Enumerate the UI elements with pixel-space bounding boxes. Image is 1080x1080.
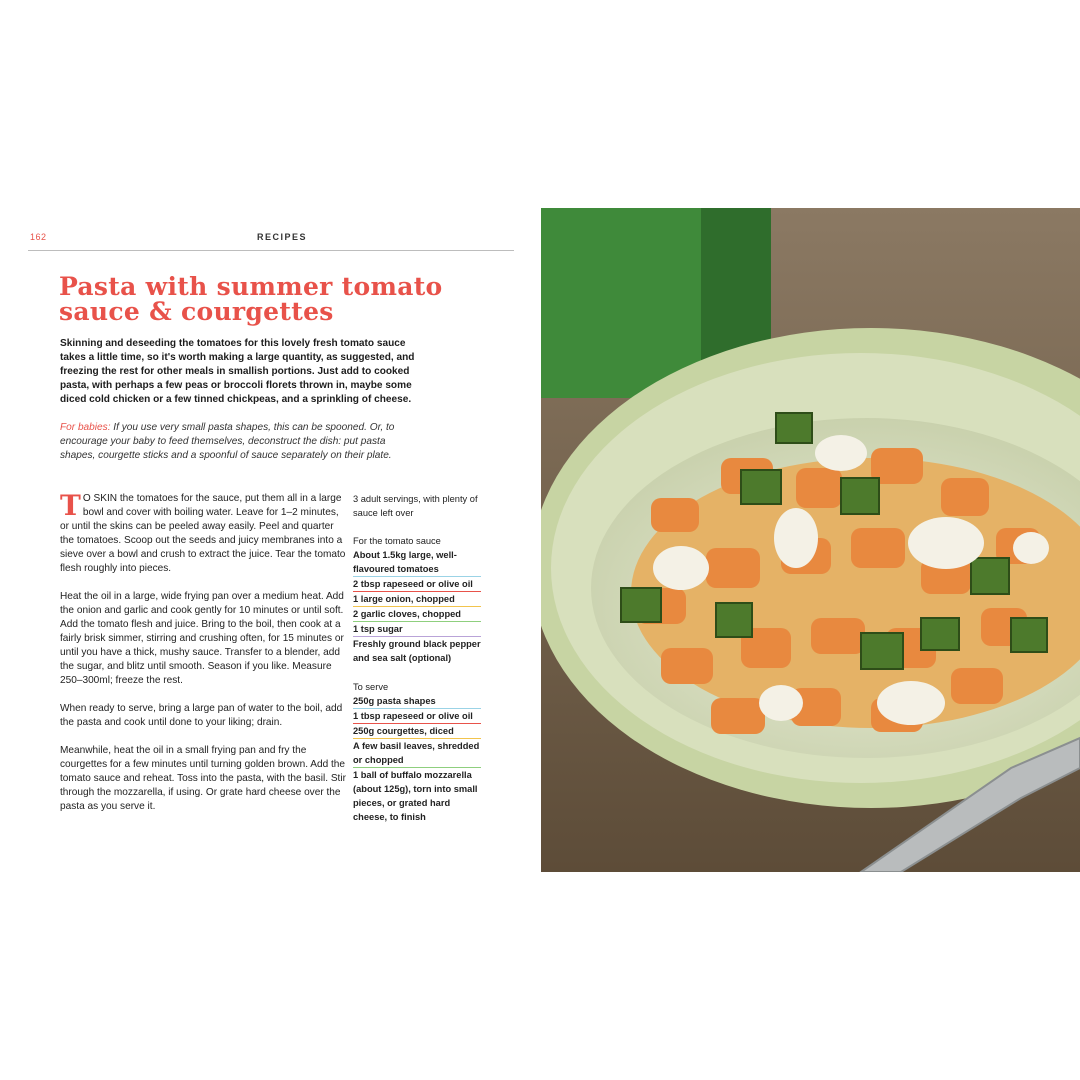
section-header: RECIPES <box>257 232 308 242</box>
ingredient-item: About 1.5kg large, well-flavoured tomatoes <box>353 548 481 577</box>
recipe-intro: Skinning and deseeding the tomatoes for this lovely fresh tomato sauce takes a little time, so it's worth making a large quantity, as suggested, and freezing the rest for other meals in smallish portions. Just add to cooked pasta, with perhaps a few peas or broccoli florets thrown in, maybe some diced cold chicken or a few tinned chickpeas, and a sprinkling of cheese. <box>60 338 415 406</box>
recipe-title-line1: Pasta with summer tomato <box>59 272 443 301</box>
ingredient-item: 250g courgettes, diced <box>353 724 481 739</box>
ingredients-column <box>353 492 481 825</box>
ingredient-item: 1 tsp sugar <box>353 622 481 637</box>
ingredient-item: 2 garlic cloves, chopped <box>353 607 481 622</box>
method-paragraph-2: Heat the oil in a large, wide frying pan over a medium heat. Add the onion and garlic and cook gently for 10 minutes or until soft. Add the tomato flesh and juice. Bring to the boil, then cook at a fairly brisk simmer, stirring and crushing often, for 15 minutes or until you have a thick, mushy sauce. Transfer to a blender, add the sugar, and blitz until smooth. Season if you like. Measure 250–300ml; freeze the rest. <box>60 591 344 686</box>
method-paragraph-3: When ready to serve, bring a large pan of water to the boil, add the pasta and cook until done to your liking; drain. <box>60 703 343 728</box>
method-column <box>60 489 346 828</box>
serve-heading: To serve <box>353 682 389 692</box>
sauce-heading: For the tomato sauce <box>353 536 441 546</box>
page-number: 162 <box>30 232 47 242</box>
ingredient-item: 1 large onion, chopped <box>353 592 481 607</box>
servings: 3 adult servings, with plenty of sauce left over <box>353 494 478 518</box>
ingredient-item: 1 ball of buffalo mozzarella (about 125g), torn into small pieces, or grated hard cheese, to finish <box>353 770 478 822</box>
ingredient-item: 1 tbsp rapeseed or olive oil <box>353 709 481 724</box>
ingredient-item: A few basil leaves, shredded or chopped <box>353 739 481 768</box>
pasta-dish-photo <box>541 208 1080 872</box>
recipe-title <box>59 274 489 324</box>
method-paragraph-1: T O SKIN the tomatoes for the sauce, put them all in a large bowl and cover with boiling water. Leave for 1–2 minutes, or until the skins can be peeled away easily. Peel and quarter the tomatoes. Scoop out the seeds and juicy membranes into a sieve over a bowl and crush to extract the juice. Tear the tomato flesh roughly into pieces. <box>60 489 346 574</box>
header-divider <box>28 250 514 251</box>
for-babies-note <box>60 421 420 463</box>
ingredient-item: 2 tbsp rapeseed or olive oil <box>353 577 481 592</box>
method-paragraph-4: Meanwhile, heat the oil in a small frying pan and fry the courgettes for a few minutes until turning golden brown. Add the tomato sauce and reheat. Toss into the pasta, with the basil. Stir through the mozzarella, if using. Or grate hard cheese over the pasta as you serve it. <box>60 745 346 812</box>
sauce-ingredient-list <box>353 548 481 666</box>
pasta-dish-illustration <box>541 208 1080 872</box>
ingredient-item: Freshly ground black pepper and sea salt (optional) <box>353 639 481 663</box>
serve-ingredient-list <box>353 694 481 825</box>
recipe-title-line2: sauce & courgettes <box>59 297 334 326</box>
for-babies-text: If you use very small pasta shapes, this can be spooned. Or, to encourage your baby to feed themselves, deconstruct the dish: put pasta shapes, courgette sticks and a spoonful of sauce separately on their plate. <box>60 422 395 462</box>
for-babies-label: For babies: <box>60 422 111 433</box>
drop-cap: T <box>60 489 81 522</box>
ingredient-item: 250g pasta shapes <box>353 694 481 709</box>
